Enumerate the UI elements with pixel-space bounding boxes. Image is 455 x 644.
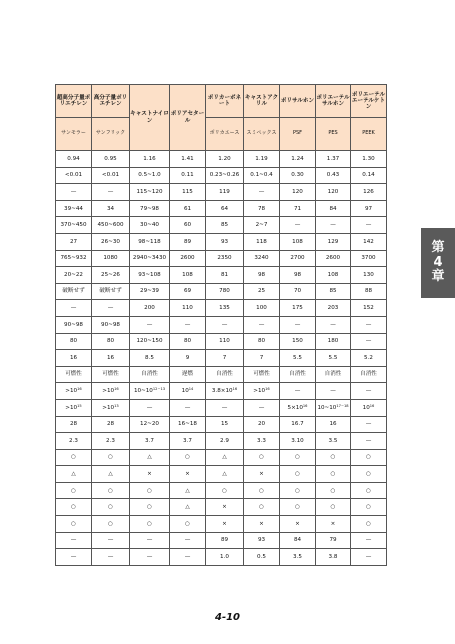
table-cell: ×	[244, 516, 280, 533]
table-cell: 120~150	[130, 333, 170, 350]
table-cell: 80	[170, 333, 206, 350]
table-cell: 80	[244, 333, 280, 350]
table-cell: 自消性	[351, 366, 387, 383]
table-cell: ○	[92, 499, 130, 516]
table-cell: —	[351, 316, 387, 333]
table-cell: ×	[244, 466, 280, 483]
table-cell: $>10^{15}$	[56, 399, 92, 416]
table-cell: ×	[170, 466, 206, 483]
table-body	[56, 151, 387, 566]
table-cell: 180	[316, 333, 351, 350]
table-cell: ○	[351, 449, 387, 466]
superscript-exponent: 16	[232, 387, 238, 392]
superscript-exponent: 17~18	[336, 403, 349, 408]
table-cell: $>10^{16}$	[244, 383, 280, 400]
table-cell: ○	[56, 516, 92, 533]
table-cell: 71	[280, 200, 316, 217]
table-cell: $10^{14}$	[170, 383, 206, 400]
table-cell: 119	[206, 184, 244, 201]
table-cell: 可燃性	[92, 366, 130, 383]
chapter-tab-line3: 章	[431, 269, 445, 285]
brand-psf: PSF	[280, 118, 316, 151]
table-cell: 25	[244, 283, 280, 300]
chapter-tab-line1: 第	[431, 239, 445, 255]
table-cell: 9	[170, 350, 206, 367]
table-row	[56, 283, 387, 300]
table-cell: 79	[316, 532, 351, 549]
table-cell: —	[351, 532, 387, 549]
superscript-exponent: 13	[114, 403, 119, 408]
table-row	[56, 366, 387, 383]
table-cell: 29~39	[130, 283, 170, 300]
table-cell: 115~120	[130, 184, 170, 201]
table-cell: 1080	[92, 250, 130, 267]
table-cell: 3.5	[316, 433, 351, 450]
table-cell: —	[92, 300, 130, 317]
table-cell: ○	[316, 482, 351, 499]
table-cell: 2~7	[244, 217, 280, 234]
table-cell: △	[170, 482, 206, 499]
table-row	[56, 350, 387, 367]
table-cell: ○	[316, 499, 351, 516]
table-cell: 1.16	[130, 151, 170, 168]
table-row	[56, 549, 387, 566]
table-cell: 370~450	[56, 217, 92, 234]
table-cell: 破断せず	[92, 283, 130, 300]
table-cell: 70	[280, 283, 316, 300]
table-cell: ○	[316, 449, 351, 466]
table-cell: 16	[56, 350, 92, 367]
table-cell: 遅燃	[170, 366, 206, 383]
superscript-exponent: 16	[265, 387, 270, 392]
table-cell: 79~98	[130, 200, 170, 217]
table-cell: △	[206, 449, 244, 466]
table-cell: ○	[280, 482, 316, 499]
table-cell: 可燃性	[56, 366, 92, 383]
table-cell: △	[56, 466, 92, 483]
table-cell: $>10^{16}$	[92, 383, 130, 400]
table-cell: 2600	[316, 250, 351, 267]
table-cell: 84	[280, 532, 316, 549]
table-cell: 可燃性	[244, 366, 280, 383]
table-cell: 0.94	[56, 151, 92, 168]
table-cell: 89	[170, 233, 206, 250]
table-cell: ○	[244, 482, 280, 499]
header-pes: ポリエーテルサルホン	[316, 85, 351, 118]
table-cell: —	[56, 549, 92, 566]
table-cell: ○	[170, 516, 206, 533]
table-cell: 115	[170, 184, 206, 201]
table-cell: 2940~3430	[130, 250, 170, 267]
table-cell: —	[56, 300, 92, 317]
table-cell: ○	[351, 466, 387, 483]
table-cell: 142	[351, 233, 387, 250]
table-cell: 118	[244, 233, 280, 250]
table-row	[56, 217, 387, 234]
table-cell: $3.8\times 10^{16}$	[206, 383, 244, 400]
material-properties-table	[55, 84, 387, 566]
table-row	[56, 399, 387, 416]
table-cell: —	[130, 399, 170, 416]
table-cell: 110	[170, 300, 206, 317]
table-cell: —	[316, 217, 351, 234]
table-cell: ○	[92, 482, 130, 499]
table-cell: ○	[206, 482, 244, 499]
table-cell: —	[351, 217, 387, 234]
table-cell: 450~600	[92, 217, 130, 234]
header-polysulfone: ポリサルホン	[280, 85, 316, 118]
table-cell: —	[244, 316, 280, 333]
table-cell: $10\sim 10^{17\sim 18}$	[316, 399, 351, 416]
table-cell: —	[351, 333, 387, 350]
header-row-material	[56, 85, 387, 118]
brand-sunmoler: サンモラー	[56, 118, 92, 151]
table-cell: 7	[244, 350, 280, 367]
table-cell: 90~98	[92, 316, 130, 333]
table-cell: 129	[316, 233, 351, 250]
table-cell: 3.5	[280, 549, 316, 566]
brand-peek: PEEK	[351, 118, 387, 151]
table-cell: ○	[56, 499, 92, 516]
table-row	[56, 333, 387, 350]
table-cell: —	[316, 383, 351, 400]
table-cell: $10\sim 10^{12\sim 13}$	[130, 383, 170, 400]
table-cell: ○	[316, 466, 351, 483]
table-cell: $>10^{13}$	[92, 399, 130, 416]
table-cell: 108	[316, 267, 351, 284]
superscript-exponent: 12~13	[152, 387, 166, 392]
header-row-brand	[56, 118, 387, 151]
table-cell: —	[130, 316, 170, 333]
table-cell: 85	[316, 283, 351, 300]
table-cell: 2.3	[56, 433, 92, 450]
table-cell: —	[280, 383, 316, 400]
table-row	[56, 482, 387, 499]
table-cell: 0.95	[92, 151, 130, 168]
table-row	[56, 383, 387, 400]
table-cell: △	[170, 499, 206, 516]
table-cell: 破断せず	[56, 283, 92, 300]
table-cell: 28	[92, 416, 130, 433]
table-cell: 自消性	[280, 366, 316, 383]
table-cell: 34	[92, 200, 130, 217]
header-peek: ポリエーテルエーテルケトン	[351, 85, 387, 118]
table-cell: ○	[170, 449, 206, 466]
table-cell: 84	[316, 200, 351, 217]
table-cell: —	[351, 549, 387, 566]
table-cell: 175	[280, 300, 316, 317]
table-cell: 2.9	[206, 433, 244, 450]
table-cell: △	[130, 449, 170, 466]
table-cell: —	[130, 549, 170, 566]
table-row	[56, 316, 387, 333]
table-cell: ×	[206, 516, 244, 533]
table-cell: 2700	[280, 250, 316, 267]
header-cast-nylon: キャストナイロン	[130, 85, 170, 151]
table-cell: 3700	[351, 250, 387, 267]
table-row	[56, 300, 387, 317]
table-cell: —	[206, 316, 244, 333]
table-cell: 780	[206, 283, 244, 300]
table-cell: ×	[130, 466, 170, 483]
table-cell: 7	[206, 350, 244, 367]
table-cell: 0.1~0.4	[244, 167, 280, 184]
table-cell: —	[170, 316, 206, 333]
table-cell: 85	[206, 217, 244, 234]
table-cell: 80	[56, 333, 92, 350]
table-cell: 3.3	[244, 433, 280, 450]
table-cell: —	[92, 549, 130, 566]
table-cell: 0.14	[351, 167, 387, 184]
table-cell: 100	[244, 300, 280, 317]
table-cell: 1.41	[170, 151, 206, 168]
table-cell: <0.01	[92, 167, 130, 184]
table-cell: 2.3	[92, 433, 130, 450]
table-cell: 135	[206, 300, 244, 317]
table-cell: —	[92, 184, 130, 201]
table-cell: 0.5~1.0	[130, 167, 170, 184]
table-cell: ○	[92, 449, 130, 466]
superscript-exponent: 16	[77, 387, 82, 392]
table-cell: 1.37	[316, 151, 351, 168]
table-cell: 1.24	[280, 151, 316, 168]
table-cell: ○	[130, 499, 170, 516]
table-cell: 自消性	[316, 366, 351, 383]
table-cell: 39~44	[56, 200, 92, 217]
table-cell: —	[280, 217, 316, 234]
table-cell: ×	[316, 516, 351, 533]
table-row	[56, 416, 387, 433]
table-cell: 26~30	[92, 233, 130, 250]
table-cell: —	[244, 399, 280, 416]
table-cell: 150	[280, 333, 316, 350]
table-row	[56, 433, 387, 450]
table-cell: —	[130, 532, 170, 549]
header-cast-acrylic: キャストアクリル	[244, 85, 280, 118]
table-row	[56, 233, 387, 250]
table-cell: ○	[280, 466, 316, 483]
table-row	[56, 250, 387, 267]
table-cell: 0.23~0.26	[206, 167, 244, 184]
table-cell: 3.7	[170, 433, 206, 450]
table-cell: 0.5	[244, 549, 280, 566]
table-cell: 80	[92, 333, 130, 350]
table-cell: 5.5	[316, 350, 351, 367]
table-cell: 69	[170, 283, 206, 300]
table-cell: —	[170, 532, 206, 549]
table-cell: 1.19	[244, 151, 280, 168]
table-cell: ○	[280, 499, 316, 516]
table-cell: 120	[316, 184, 351, 201]
table-row	[56, 499, 387, 516]
table-cell: —	[56, 532, 92, 549]
table-cell: —	[244, 184, 280, 201]
brand-sunflick: サンフリック	[92, 118, 130, 151]
table-cell: 16	[92, 350, 130, 367]
table-cell: 2600	[170, 250, 206, 267]
table-cell: <0.01	[56, 167, 92, 184]
table-row	[56, 449, 387, 466]
header-hmwpe: 高分子量ポリエチレン	[92, 85, 130, 118]
table-cell: △	[92, 466, 130, 483]
table-cell: 16	[316, 416, 351, 433]
table-cell: ○	[130, 516, 170, 533]
table-cell: 81	[206, 267, 244, 284]
superscript-exponent: 14	[188, 387, 194, 392]
table-cell: 5.5	[280, 350, 316, 367]
table-cell: 27	[56, 233, 92, 250]
table-cell: $5\times 10^{16}$	[280, 399, 316, 416]
table-cell: 98~118	[130, 233, 170, 250]
table-cell: 0.43	[316, 167, 351, 184]
table-cell: 765~932	[56, 250, 92, 267]
table-cell: 152	[351, 300, 387, 317]
table-cell: —	[170, 399, 206, 416]
table-cell: ×	[280, 516, 316, 533]
header-polycarbonate: ポリカーボネート	[206, 85, 244, 118]
table-cell: 0.30	[280, 167, 316, 184]
superscript-exponent: 15	[77, 403, 82, 408]
table-cell: 200	[130, 300, 170, 317]
table-cell: 25~26	[92, 267, 130, 284]
table-cell: 1.30	[351, 151, 387, 168]
table-cell: 3.7	[130, 433, 170, 450]
table-row	[56, 151, 387, 168]
table-cell: ○	[244, 499, 280, 516]
table-row	[56, 516, 387, 533]
page-number: 4-10	[214, 612, 241, 623]
superscript-exponent: 16	[114, 387, 119, 392]
table-cell: 3.8	[316, 549, 351, 566]
table-cell: 20~22	[56, 267, 92, 284]
table-cell: 12~20	[130, 416, 170, 433]
table-row	[56, 200, 387, 217]
table-cell: 15	[206, 416, 244, 433]
table-cell: ○	[56, 482, 92, 499]
table-cell: ○	[92, 516, 130, 533]
table-cell: 20	[244, 416, 280, 433]
table-cell: △	[206, 466, 244, 483]
table-cell: ○	[130, 482, 170, 499]
table-cell: 28	[56, 416, 92, 433]
table-cell: ○	[351, 482, 387, 499]
table-cell: 93~108	[130, 267, 170, 284]
table-cell: 110	[206, 333, 244, 350]
table-cell: 5.2	[351, 350, 387, 367]
table-row	[56, 267, 387, 284]
table-cell: 16~18	[170, 416, 206, 433]
table-cell: 120	[280, 184, 316, 201]
chapter-tab	[421, 228, 455, 298]
table-cell: 16.7	[280, 416, 316, 433]
table-cell: 108	[280, 233, 316, 250]
table-cell: ○	[244, 449, 280, 466]
table-cell: —	[92, 532, 130, 549]
superscript-exponent: 16	[302, 403, 308, 408]
table-cell: ○	[351, 516, 387, 533]
table-cell: 89	[206, 532, 244, 549]
table-cell: ○	[56, 449, 92, 466]
table-cell: 98	[280, 267, 316, 284]
table-cell: —	[170, 549, 206, 566]
table-cell: ×	[206, 499, 244, 516]
brand-pes: PES	[316, 118, 351, 151]
table-cell: 98	[244, 267, 280, 284]
table-cell: —	[316, 316, 351, 333]
table-cell: $>10^{16}$	[56, 383, 92, 400]
table-cell: 130	[351, 267, 387, 284]
table-cell: 61	[170, 200, 206, 217]
table-cell: ○	[280, 449, 316, 466]
table-row	[56, 184, 387, 201]
header-polyacetal: ポリアセタール	[170, 85, 206, 151]
table-cell: 1.0	[206, 549, 244, 566]
table-cell: 203	[316, 300, 351, 317]
table-cell: 30~40	[130, 217, 170, 234]
table-cell: $10^{16}$	[351, 399, 387, 416]
table-cell: 88	[351, 283, 387, 300]
table-row	[56, 532, 387, 549]
chapter-tab-number: 4	[433, 254, 443, 270]
table-cell: —	[56, 184, 92, 201]
table-cell: 3.10	[280, 433, 316, 450]
table-cell: —	[351, 433, 387, 450]
table-cell: 90~98	[56, 316, 92, 333]
table-row	[56, 466, 387, 483]
table-cell: —	[351, 383, 387, 400]
table-cell: 0.11	[170, 167, 206, 184]
table-cell: 3240	[244, 250, 280, 267]
table-cell: 8.5	[130, 350, 170, 367]
table-cell: 108	[170, 267, 206, 284]
table-cell: —	[206, 399, 244, 416]
table-cell: 60	[170, 217, 206, 234]
table-cell: 78	[244, 200, 280, 217]
table-row	[56, 167, 387, 184]
brand-polyca-ace: ポリカエース	[206, 118, 244, 151]
table-cell: 64	[206, 200, 244, 217]
table-cell: 126	[351, 184, 387, 201]
header-uhmwpe: 超高分子量ポリエチレン	[56, 85, 92, 118]
table-cell: 自消性	[206, 366, 244, 383]
table-cell: 1.20	[206, 151, 244, 168]
table-cell: —	[351, 416, 387, 433]
table-cell: 93	[244, 532, 280, 549]
table-cell: 自消性	[130, 366, 170, 383]
table-cell: ○	[351, 499, 387, 516]
superscript-exponent: 16	[369, 403, 375, 408]
brand-sumipex: スミペックス	[244, 118, 280, 151]
table-cell: 97	[351, 200, 387, 217]
table-cell: 93	[206, 233, 244, 250]
table-cell: 2350	[206, 250, 244, 267]
table-cell: —	[280, 316, 316, 333]
